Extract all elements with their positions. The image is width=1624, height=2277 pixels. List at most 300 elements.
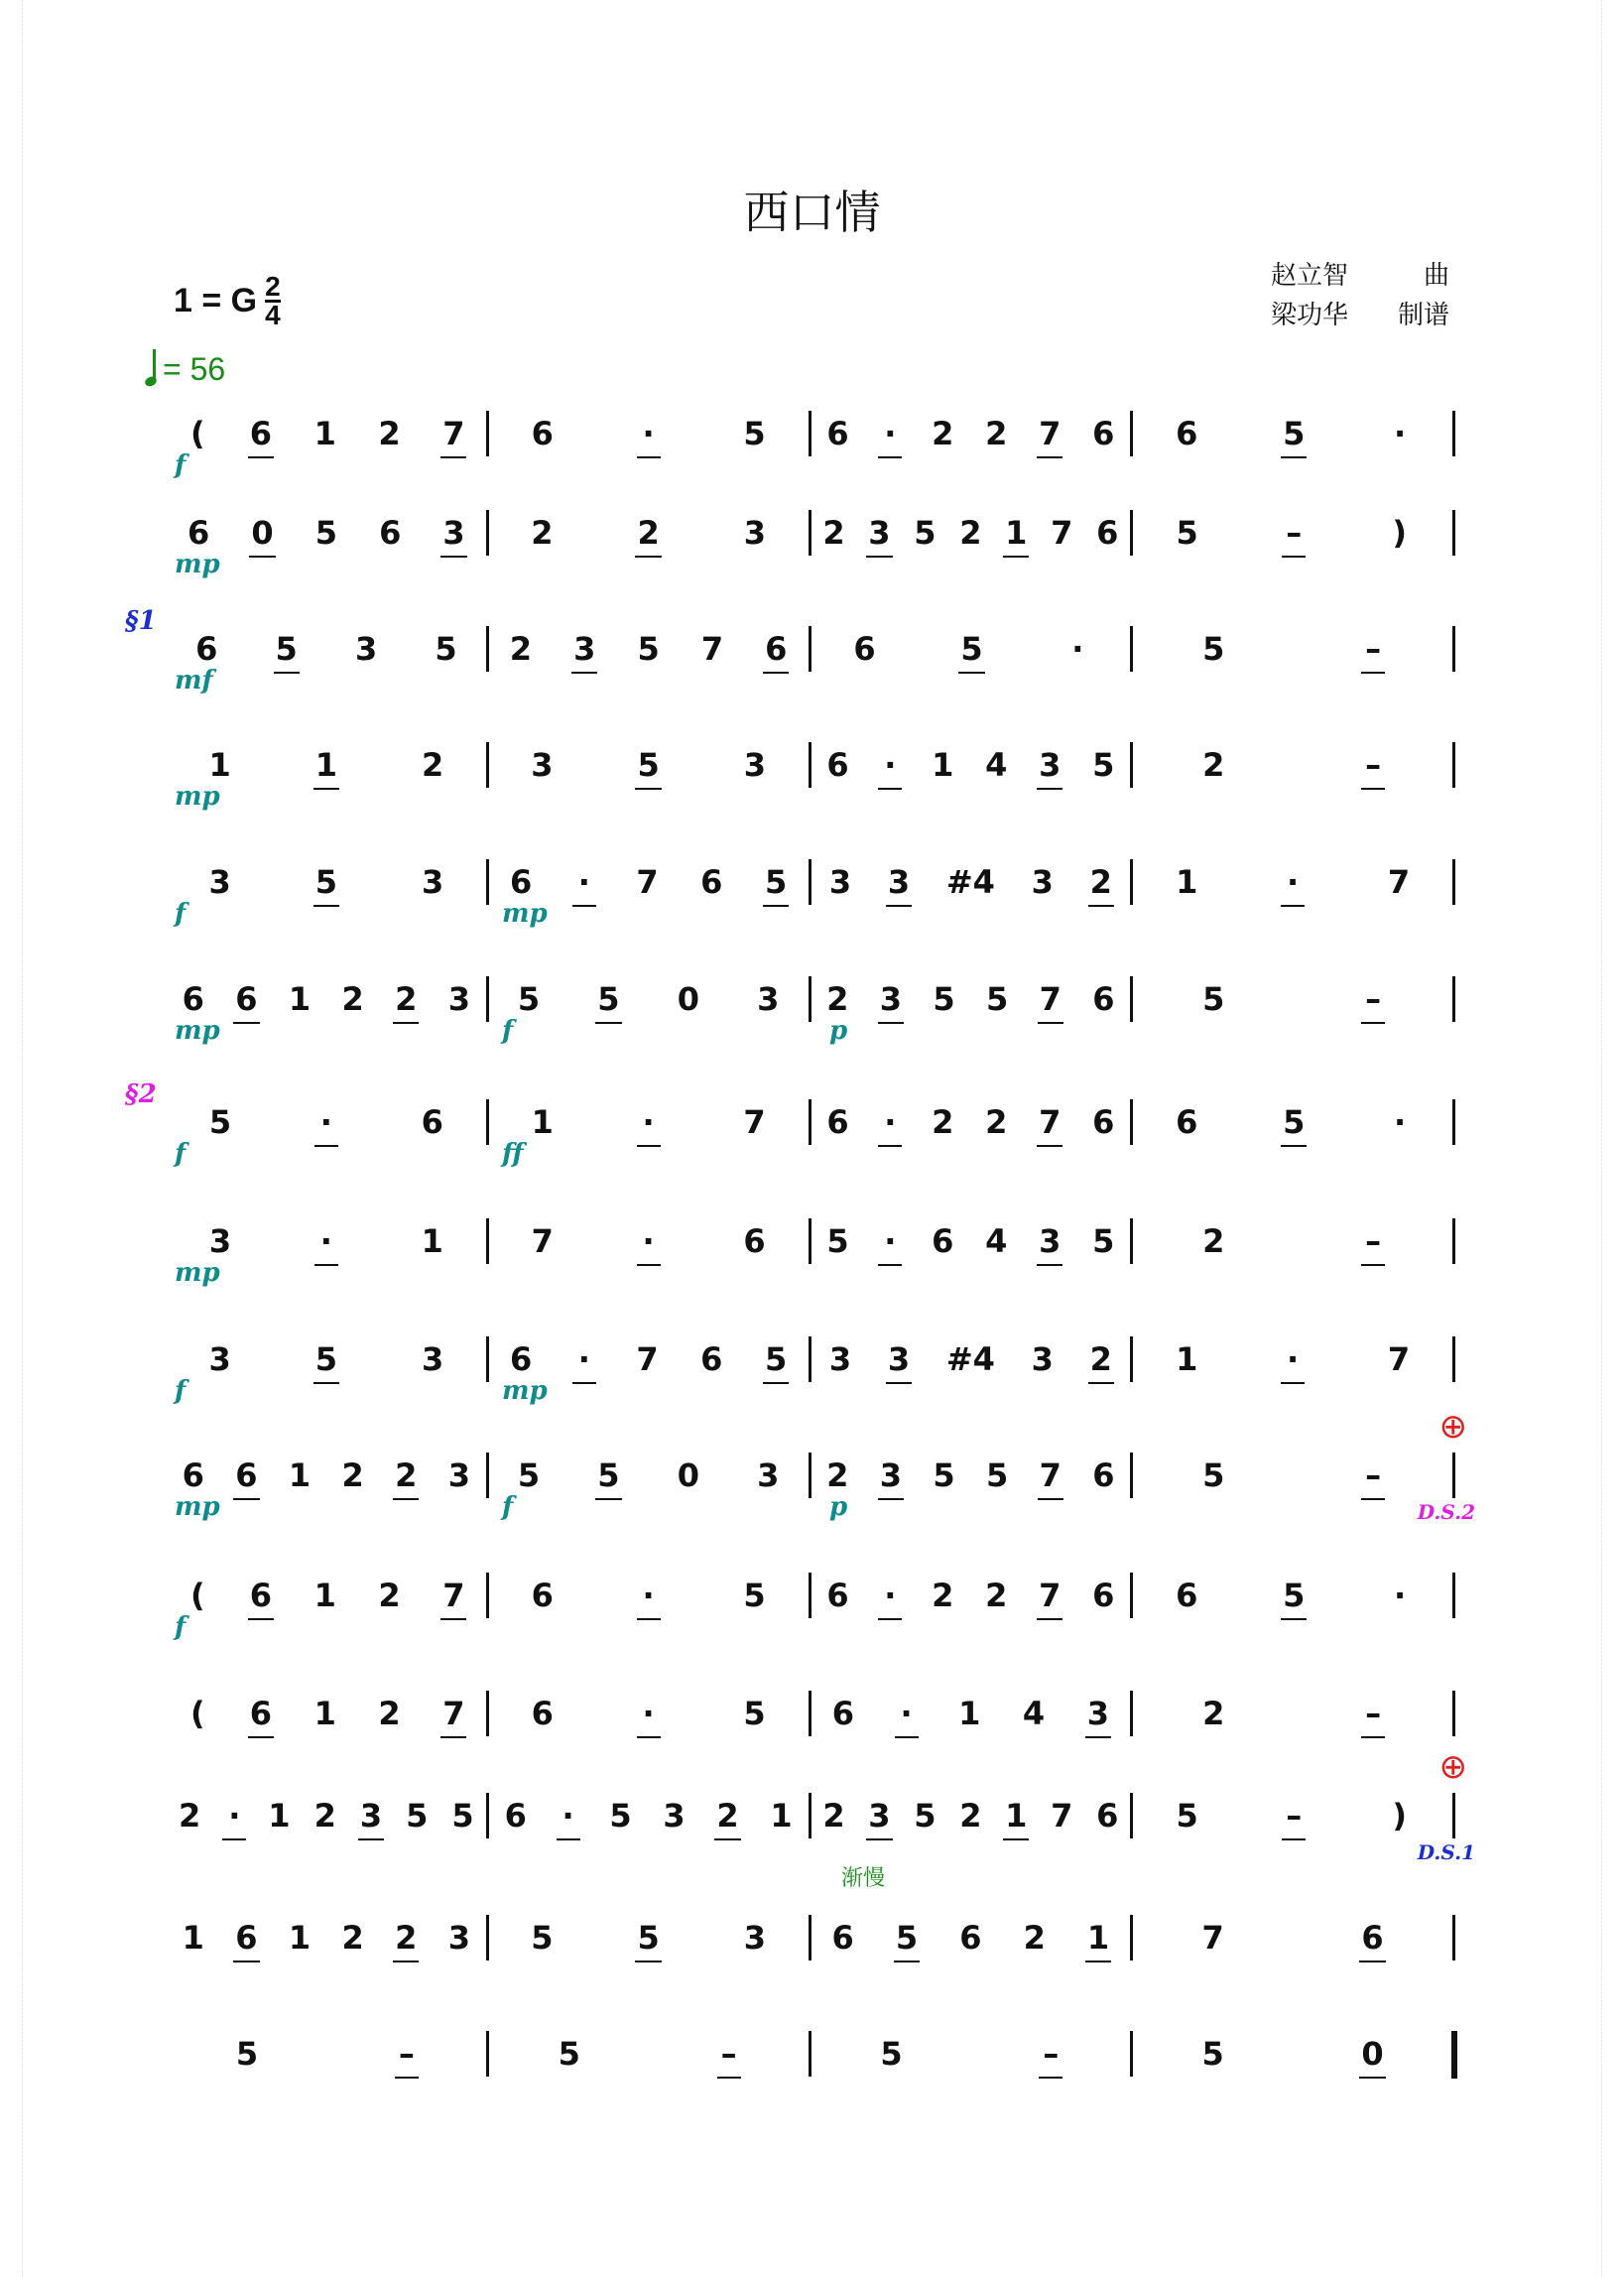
note: 2 [822, 1797, 845, 1834]
note: 7 [531, 1222, 554, 1260]
note: 3 [868, 514, 891, 552]
note: 3 [757, 1456, 780, 1494]
bar-line [1452, 1691, 1455, 1736]
note: 3 [421, 1340, 444, 1378]
note: 5 [314, 863, 337, 901]
note: 5 [743, 1695, 766, 1732]
measure [167, 1336, 486, 1382]
note: 3 [828, 863, 852, 901]
measure [812, 1099, 1131, 1145]
measure [489, 1099, 809, 1145]
note: 5 [914, 1797, 937, 1834]
note: 5 [1176, 1797, 1198, 1834]
note: 1 [770, 1797, 793, 1834]
quarter-note-icon [147, 349, 163, 389]
note: 4 [985, 1222, 1008, 1260]
measure [489, 1691, 809, 1736]
note: 6 [510, 1340, 533, 1378]
note: 5 [986, 1456, 1009, 1494]
note: 2 [826, 980, 849, 1018]
note: 7 [1051, 1797, 1073, 1834]
note: 5 [609, 1797, 632, 1834]
measure [1133, 1691, 1452, 1736]
note: 2 [531, 514, 554, 552]
note: 2 [395, 1456, 418, 1494]
measure [1133, 626, 1452, 672]
dynamic-marking: mp [502, 899, 548, 929]
score-line [167, 1559, 1455, 1642]
note: 7 [1051, 514, 1073, 552]
note: – [1286, 1797, 1303, 1834]
dynamic-marking: mp [502, 1376, 548, 1406]
note: 6 [1176, 1577, 1198, 1614]
note: 7 [1201, 1919, 1224, 1957]
note: 3 [442, 514, 465, 552]
measure [1133, 1793, 1452, 1838]
note: 7 [700, 630, 724, 668]
note: 3 [1031, 863, 1054, 901]
note: 2 [395, 980, 418, 1018]
note: – [1365, 630, 1382, 668]
coda-icon: ⊕ [1438, 1408, 1467, 1446]
tempo-annotation: 渐慢 [841, 1865, 886, 1890]
note: 3 [531, 746, 554, 784]
measure [812, 1336, 1131, 1382]
note: 3 [208, 863, 231, 901]
note: · [1394, 1577, 1407, 1614]
note: 5 [235, 2035, 259, 2073]
measure [812, 1218, 1131, 1264]
note: 3 [879, 1456, 903, 1494]
note: 5 [933, 1456, 955, 1494]
note: 6 [249, 1577, 273, 1614]
left-margin-strip [0, 0, 23, 2277]
segno-sign: §2 [125, 1079, 157, 1109]
note: 6 [182, 1456, 204, 1494]
note: – [1365, 980, 1382, 1018]
score-line [167, 1865, 1455, 1980]
note: 1 [288, 1456, 312, 1494]
note: 1 [314, 746, 337, 784]
note: · [1283, 1340, 1303, 1378]
note: 2 [822, 514, 845, 552]
measure [167, 626, 486, 672]
note: 6 [182, 980, 204, 1018]
note: 3 [757, 980, 780, 1018]
measure [1133, 1218, 1452, 1264]
note: 2 [637, 514, 660, 552]
note: 6 [826, 746, 849, 784]
note: ( [189, 415, 205, 452]
dynamic-marking: mp [175, 782, 220, 812]
score-line [167, 728, 1455, 812]
note: 5 [895, 1919, 919, 1957]
dynamic-marking: mp [175, 1492, 220, 1522]
note: 3 [1086, 1695, 1109, 1732]
note: 5 [1092, 746, 1115, 784]
note: 0 [1361, 2035, 1384, 2073]
measure-row [167, 626, 1455, 672]
note: 2 [341, 1456, 364, 1494]
measure [489, 742, 809, 788]
note: 5 [1202, 630, 1225, 668]
arranger-name: 梁功华 [1271, 301, 1349, 330]
note: 2 [378, 1577, 401, 1614]
measure [489, 1915, 809, 1961]
note: 1 [421, 1222, 443, 1260]
note: 6 [826, 1577, 849, 1614]
measure [167, 2031, 486, 2077]
note: 2 [1202, 1222, 1225, 1260]
bar-line [1452, 1793, 1455, 1838]
note: 6 [249, 415, 273, 452]
measure [1133, 742, 1452, 788]
bar-line [1452, 1453, 1455, 1498]
note: 7 [1387, 1340, 1411, 1378]
measure [812, 742, 1131, 788]
note: 6 [1092, 1456, 1115, 1494]
note: 6 [421, 1103, 443, 1141]
note: 2 [378, 415, 401, 452]
measure [812, 1573, 1131, 1618]
note: 3 [208, 1340, 231, 1378]
measure-row [167, 1099, 1455, 1145]
coda-icon: ⊕ [1438, 1748, 1467, 1786]
note: 5 [531, 1919, 554, 1957]
measure-row [167, 2031, 1455, 2077]
note: · [1394, 1103, 1407, 1141]
arranger-role: 制谱 [1397, 301, 1449, 330]
note: #4 [945, 863, 995, 901]
measure [1133, 1336, 1452, 1382]
measure [812, 510, 1131, 556]
measure [1133, 510, 1452, 556]
bar-line [1452, 1218, 1455, 1264]
note: 7 [1387, 863, 1411, 901]
note: 7 [442, 1695, 465, 1732]
note: · [880, 415, 900, 452]
measure-row [167, 510, 1455, 556]
measure [489, 1573, 809, 1618]
dynamic-marking: mf [175, 666, 213, 696]
measure [167, 1915, 486, 1961]
note: 7 [636, 1340, 659, 1378]
measure [489, 626, 809, 672]
note: 6 [510, 863, 533, 901]
note: 1 [288, 1919, 312, 1957]
dynamic-marking: p [829, 1492, 848, 1522]
note: 2 [985, 415, 1008, 452]
note: 6 [235, 1456, 258, 1494]
bar-line [1452, 742, 1455, 788]
note: – [1365, 1456, 1382, 1494]
note: 3 [573, 630, 596, 668]
note: – [720, 2035, 737, 2073]
note: 5 [558, 2035, 580, 2073]
measure-row [167, 859, 1455, 905]
score-line [167, 1748, 1475, 1864]
measure [167, 1099, 486, 1145]
note: 7 [1039, 415, 1062, 452]
credits [1271, 256, 1449, 335]
dynamic-marking: f [175, 899, 187, 929]
note: 3 [1039, 746, 1062, 784]
note: · [880, 1222, 900, 1260]
note: 0 [251, 514, 274, 552]
note: 2 [1089, 1340, 1112, 1378]
note: 5 [1092, 1222, 1115, 1260]
note: · [1283, 863, 1303, 901]
note: 1 [268, 1797, 291, 1834]
note: 5 [1283, 1577, 1306, 1614]
dynamic-marking: f [175, 1612, 187, 1642]
note: 7 [743, 1103, 766, 1141]
note: 6 [531, 1577, 554, 1614]
note: 1 [1086, 1919, 1110, 1957]
arranger-credit [1271, 296, 1449, 335]
note: 6 [853, 630, 876, 668]
score-line [167, 962, 1455, 1046]
note: 6 [826, 415, 849, 452]
note: 1 [531, 1103, 554, 1141]
note: 5 [764, 1340, 788, 1378]
note: 6 [743, 1222, 766, 1260]
measure [812, 626, 1131, 672]
note: · [316, 1103, 336, 1141]
measure [1133, 411, 1452, 456]
score-line [125, 606, 1455, 696]
note: 3 [887, 863, 911, 901]
measure [1133, 1915, 1452, 1961]
note: 0 [677, 980, 699, 1018]
bar-line [1452, 510, 1455, 556]
note: · [639, 1222, 659, 1260]
measure [167, 411, 486, 456]
note: 2 [716, 1797, 739, 1834]
score-line [167, 1677, 1455, 1756]
note: 1 [313, 415, 336, 452]
note: 5 [1202, 1456, 1225, 1494]
measure-row [167, 976, 1455, 1022]
note: 6 [700, 1340, 723, 1378]
note: 5 [1176, 514, 1198, 552]
measure [167, 1793, 486, 1838]
note: 6 [1092, 1577, 1115, 1614]
note: 1 [313, 1695, 336, 1732]
measure-row [167, 1793, 1455, 1838]
measure [1133, 1099, 1452, 1145]
note: 5 [517, 980, 541, 1018]
note: · [880, 746, 900, 784]
note: 5 [1202, 980, 1225, 1018]
note: 3 [447, 980, 471, 1018]
note: 6 [531, 1695, 554, 1732]
tempo-marking [147, 349, 225, 389]
note: 6 [531, 415, 554, 452]
composer-credit [1271, 256, 1449, 296]
note: 4 [1022, 1695, 1046, 1732]
note: 3 [743, 514, 766, 552]
dynamic-marking: f [175, 450, 187, 480]
measure [812, 1691, 1131, 1736]
note: 6 [1092, 415, 1115, 452]
note: 2 [959, 1797, 982, 1834]
note: 6 [826, 1103, 849, 1141]
note: 6 [249, 1695, 273, 1732]
note: – [1365, 1222, 1382, 1260]
measure [1133, 1453, 1452, 1498]
note: 3 [354, 630, 378, 668]
note: 1 [313, 1577, 336, 1614]
segno-sign: §1 [125, 606, 157, 636]
note: 1 [208, 746, 231, 784]
dynamic-marking: ff [502, 1139, 524, 1169]
note: 6 [379, 514, 402, 552]
dynamic-marking: f [175, 1376, 187, 1406]
measure [812, 859, 1131, 905]
note: 3 [663, 1797, 686, 1834]
note: 2 [932, 1577, 954, 1614]
note: 6 [235, 980, 258, 1018]
note: 3 [828, 1340, 852, 1378]
measure [489, 2031, 809, 2077]
note: – [1365, 746, 1382, 784]
bar-line [1452, 976, 1455, 1022]
note: 5 [986, 980, 1009, 1018]
bar-line [1452, 411, 1455, 456]
note: 2 [959, 514, 982, 552]
note: 5 [435, 630, 457, 668]
note: 5 [208, 1103, 232, 1141]
note: 3 [887, 1340, 911, 1378]
note: 3 [868, 1797, 891, 1834]
tempo-value: = 56 [163, 350, 226, 387]
measure-row [167, 1453, 1455, 1498]
measure [489, 1453, 809, 1498]
note: · [1071, 630, 1084, 668]
note: #4 [945, 1340, 995, 1378]
measure [1133, 1573, 1452, 1618]
note: 6 [1092, 980, 1115, 1018]
note: 2 [1023, 1919, 1046, 1957]
bar-line [1452, 859, 1455, 905]
note: 2 [421, 746, 444, 784]
note: 2 [826, 1456, 849, 1494]
note: 5 [275, 630, 298, 668]
dynamic-marking: f [175, 1139, 187, 1169]
note: 6 [831, 1919, 854, 1957]
note: 5 [960, 630, 983, 668]
note: 5 [637, 746, 660, 784]
note: 6 [235, 1919, 258, 1957]
note: 1 [182, 1919, 204, 1957]
bar-line [1452, 1573, 1455, 1618]
measure [1133, 859, 1452, 905]
time-signature-bottom: 4 [265, 300, 281, 330]
note: 7 [636, 863, 659, 901]
note: 2 [341, 980, 364, 1018]
note: · [880, 1577, 900, 1614]
bar-line [1452, 1099, 1455, 1145]
dynamic-marking: mp [175, 1016, 220, 1046]
note: 2 [985, 1103, 1008, 1141]
note: · [897, 1695, 917, 1732]
note: – [398, 2035, 415, 2073]
note: 7 [1039, 1456, 1062, 1494]
note: 6 [504, 1797, 527, 1834]
measure [812, 976, 1131, 1022]
note: ( [189, 1577, 205, 1614]
note: 2 [378, 1695, 401, 1732]
note: ) [1392, 514, 1408, 552]
dal-segno-mark: D.S.1 [1417, 1840, 1475, 1864]
note: 1 [958, 1695, 981, 1732]
note: · [639, 1103, 659, 1141]
note: 5 [517, 1456, 541, 1494]
note: 1 [932, 746, 954, 784]
measure [167, 859, 486, 905]
right-margin-strip [1601, 0, 1624, 2277]
key-signature [174, 271, 281, 330]
note: 5 [597, 1456, 620, 1494]
note: · [574, 1340, 594, 1378]
note: 1 [288, 980, 312, 1018]
note: – [1043, 2035, 1060, 2073]
time-signature-top: 2 [265, 271, 281, 302]
measure [167, 1691, 486, 1736]
bar-line [1452, 626, 1455, 672]
note: · [574, 863, 594, 901]
note: 6 [959, 1919, 982, 1957]
measure-row [167, 1691, 1455, 1736]
note: 2 [1202, 746, 1225, 784]
note: 5 [406, 1797, 429, 1834]
score-title: 西口情 [743, 187, 881, 238]
note: 3 [447, 1456, 471, 1494]
note: 5 [637, 630, 660, 668]
note: 2 [932, 415, 954, 452]
note: 2 [341, 1919, 364, 1957]
note: 7 [1039, 1577, 1062, 1614]
note: 7 [1039, 980, 1062, 1018]
note: 5 [1283, 415, 1306, 452]
note: ) [1392, 1797, 1408, 1834]
note: 5 [1201, 2035, 1224, 2073]
measure [489, 411, 809, 456]
dynamic-marking: mp [175, 1258, 220, 1288]
note: 6 [1176, 1103, 1198, 1141]
note: 5 [314, 1340, 337, 1378]
measure [1133, 2031, 1452, 2077]
measure [489, 976, 809, 1022]
note: 6 [932, 1222, 954, 1260]
note: 5 [314, 514, 337, 552]
note: 5 [880, 2035, 903, 2073]
measure [812, 2031, 1131, 2077]
measure [812, 1915, 1131, 1961]
score-line [167, 496, 1455, 579]
note: 6 [831, 1695, 855, 1732]
note: 1 [1005, 1797, 1028, 1834]
note: 6 [195, 630, 218, 668]
note: 2 [313, 1797, 336, 1834]
note: 5 [933, 980, 955, 1018]
score-line [167, 1408, 1475, 1524]
measure-row [167, 411, 1455, 456]
measure-row [167, 1336, 1455, 1382]
key-label: 1 = G [174, 282, 258, 319]
measure-row [167, 1915, 1455, 1961]
